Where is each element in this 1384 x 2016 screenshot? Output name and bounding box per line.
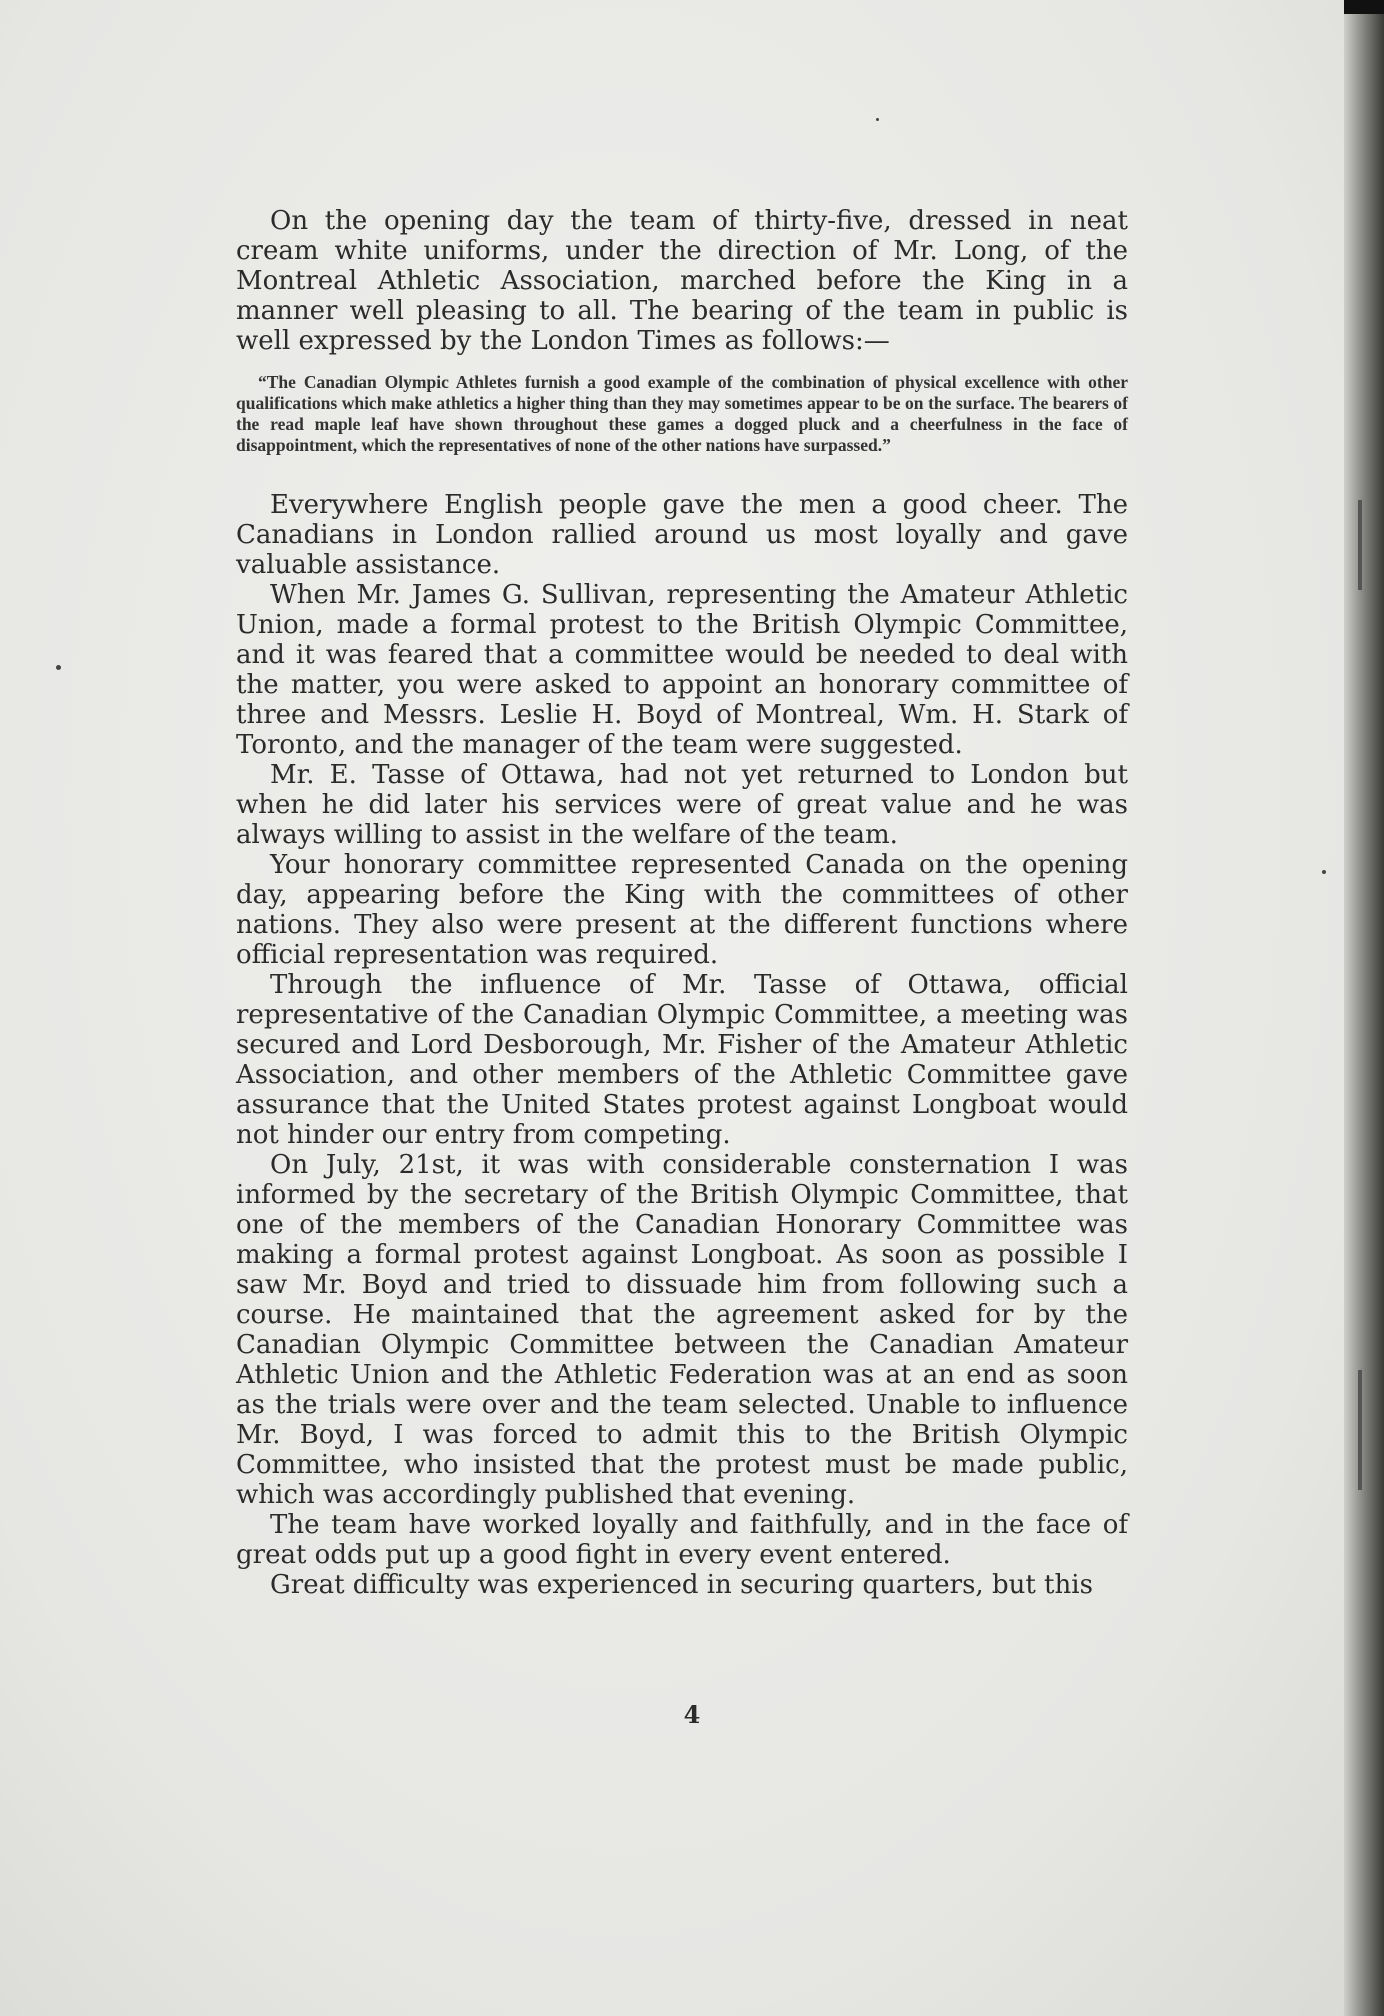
paragraph: Through the influence of Mr. Tasse of Ottawa, official representative of the Canadian Olympic Committee, a meeting was secured and Lord Desborough, Mr. Fisher of the Amateur Athletic Association, and other members of the Athletic Committee gave assurance that the United States protest against Longboat would not hinder our entry from competing. (236, 970, 1128, 1150)
paragraph: When Mr. James G. Sullivan, representing the Amateur Athletic Union, made a formal protest to the British Olympic Committee, and it was feared that a committee would be needed to deal with the matter, you were asked to appoint an honorary committee of three and Messrs. Leslie H. Boyd of Montreal, Wm. H. Stark of Toronto, and the manager of the team were suggested. (236, 580, 1128, 760)
body-text (236, 206, 1128, 1600)
page-corner-shadow (1344, 0, 1384, 14)
paragraph: On the opening day the team of thirty-five, dressed in neat cream white uniforms, under the direction of Mr. Long, of the Montreal Athletic Association, marched before the King in a manner well pleasing to all. The bearing of the team in public is well expressed by the London Times as follows:— (236, 206, 1128, 356)
paragraph: Everywhere English people gave the men a good cheer. The Canadians in London rallied around us most loyally and gave valuable assistance. (236, 490, 1128, 580)
paragraph: The team have worked loyally and faithfully, and in the face of great odds put up a good fight in every event entered. (236, 1510, 1128, 1570)
scan-speck (876, 118, 879, 121)
binding-mark (1358, 500, 1362, 590)
paragraph: On July, 21st, it was with considerable consternation I was informed by the secretary of the British Olympic Committee, that one of the members of the Canadian Honorary Committee was making a formal protest against Longboat. As soon as possible I saw Mr. Boyd and tried to dissuade him from following such a course. He maintained that the agreement asked for by the Canadian Olympic Committee between the Canadian Amateur Athletic Union and the Athletic Federation was at an end as soon as the trials were over and the team selected. Unable to influence Mr. Boyd, I was forced to admit this to the British Olympic Committee, who insisted that the protest must be made public, which was accordingly published that evening. (236, 1150, 1128, 1510)
scan-speck (1322, 870, 1326, 874)
paragraph: Great difficulty was experienced in securing quarters, but this (270, 1570, 1093, 1600)
paragraph: Mr. E. Tasse of Ottawa, had not yet returned to London but when he did later his services were of great value and he was always willing to assist in the welfare of the team. (236, 760, 1128, 850)
paragraph: Your honorary committee represented Canada on the opening day, appearing before the King with the committees of other nations. They also were present at the different functions where official representation was required. (236, 850, 1128, 970)
page-number: 4 (683, 1700, 701, 1729)
scan-speck (56, 665, 61, 670)
binding-mark (1358, 1370, 1362, 1490)
block-quote: “The Canadian Olympic Athletes furnish a good example of the combination of physical excellence with other qualifications which make athletics a higher thing than they may sometimes appear to be on the surface. The bearers of the read maple leaf have shown throughout these games a dogged pluck and a cheerfulness in the face of disappointment, which the representatives of none of the other nations have surpassed.” (236, 372, 1128, 455)
